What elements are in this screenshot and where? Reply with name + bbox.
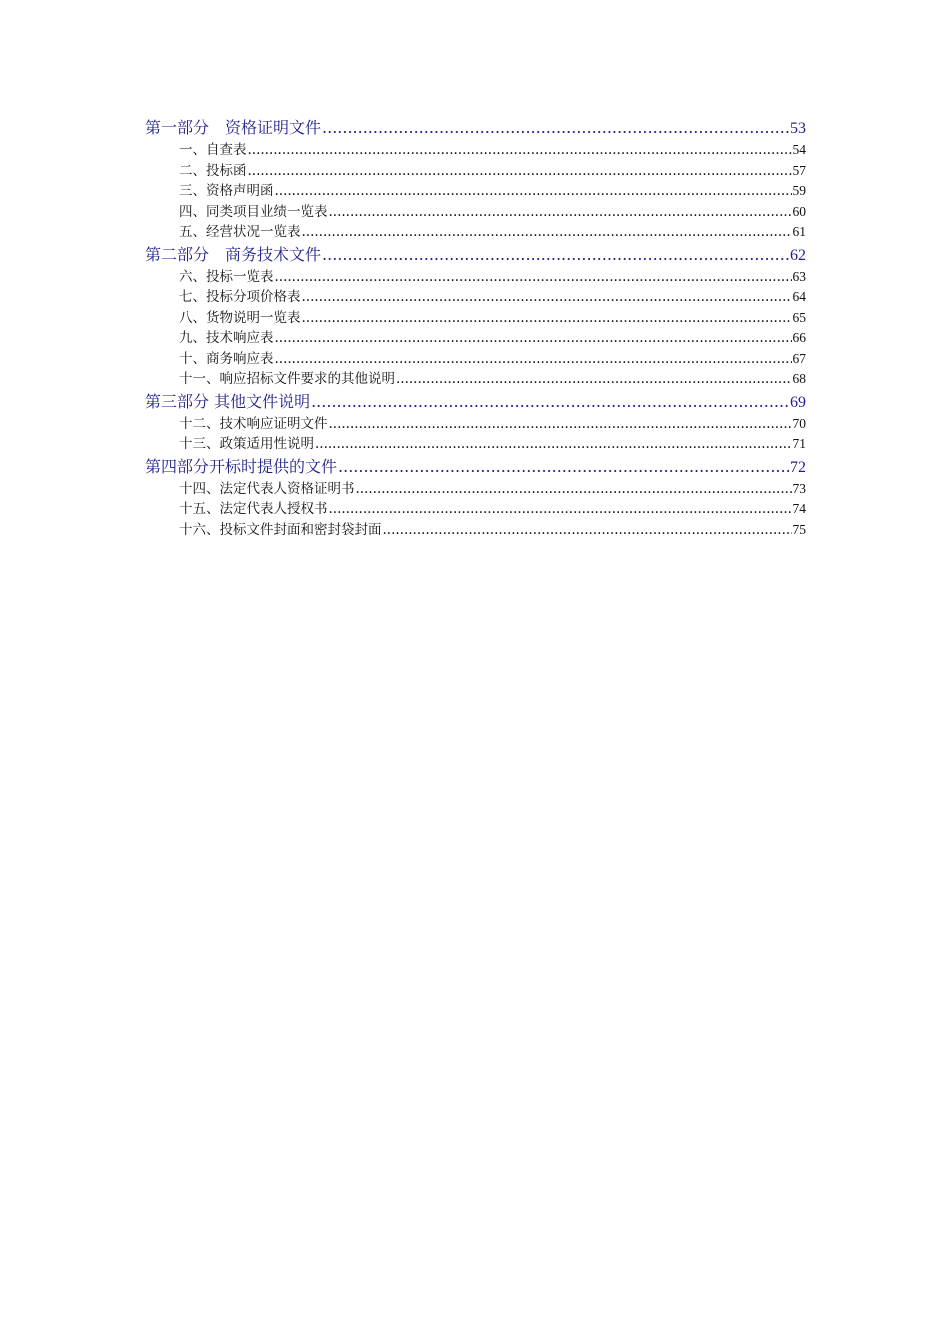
toc-entry-label: 八、货物说明一览表 <box>179 309 301 326</box>
toc-entry-label: 十四、法定代表人资格证明书 <box>179 480 355 497</box>
toc-entry-label: 第三部分 其他文件说明 <box>145 391 311 411</box>
dot-leader <box>329 499 792 520</box>
dot-leader <box>302 222 792 243</box>
toc-entry-page: 57 <box>792 162 806 178</box>
toc-entry-label: 七、投标分项价格表 <box>179 289 301 305</box>
dot-leader <box>248 161 792 182</box>
toc-entry-label: 第四部分开标时提供的文件 <box>145 456 338 476</box>
toc-entry-page: 62 <box>790 246 806 264</box>
toc-entry-page: 75 <box>792 521 806 537</box>
dot-leader <box>356 479 792 500</box>
toc-sub-entry[interactable] <box>145 308 806 329</box>
toc-entry-page: 54 <box>792 142 806 157</box>
toc-entry-page: 53 <box>790 120 806 137</box>
toc-sub-entry[interactable] <box>145 161 806 182</box>
toc-entry-label: 二、投标函 <box>179 162 247 179</box>
toc-part-entry[interactable] <box>145 243 806 267</box>
toc-entry-label: 四、同类项目业绩一览表 <box>179 203 328 220</box>
dot-leader <box>302 287 792 308</box>
toc-entry-page: 70 <box>792 415 806 431</box>
toc-entry-page: 69 <box>790 393 806 411</box>
toc-entry-page: 64 <box>792 289 806 304</box>
toc-entry-label: 九、技术响应表 <box>179 330 274 346</box>
table-of-contents <box>145 116 806 540</box>
toc-entry-page: 73 <box>792 480 806 496</box>
toc-sub-entry[interactable] <box>145 349 806 370</box>
toc-part-entry[interactable] <box>145 390 806 414</box>
toc-entry-page: 68 <box>792 371 806 386</box>
toc-sub-entry[interactable] <box>145 140 806 161</box>
dot-leader <box>322 116 789 140</box>
toc-entry-label: 十三、政策适用性说明 <box>179 436 314 452</box>
toc-entry-label: 一、自查表 <box>179 142 247 158</box>
toc-sub-entry[interactable] <box>145 434 806 455</box>
toc-entry-label: 第一部分 资格证明文件 <box>145 118 322 137</box>
toc-sub-entry[interactable] <box>145 499 806 520</box>
toc-entry-page: 59 <box>792 183 806 198</box>
toc-entry-page: 61 <box>792 224 806 239</box>
toc-sub-entry[interactable] <box>145 222 806 243</box>
toc-part-entry[interactable] <box>145 455 806 479</box>
dot-leader <box>275 349 792 370</box>
toc-sub-entry[interactable] <box>145 181 806 202</box>
toc-entry-label: 十一、响应招标文件要求的其他说明 <box>179 371 395 387</box>
toc-sub-entry[interactable] <box>145 328 806 349</box>
toc-entry-label: 六、投标一览表 <box>179 268 274 285</box>
toc-entry-label: 十、商务响应表 <box>179 350 274 367</box>
toc-entry-label: 十五、法定代表人授权书 <box>179 501 328 517</box>
toc-sub-entry[interactable] <box>145 479 806 500</box>
toc-sub-entry[interactable] <box>145 414 806 435</box>
toc-entry-label: 第二部分 商务技术文件 <box>145 244 322 264</box>
toc-entry-page: 63 <box>792 268 806 284</box>
toc-sub-entry[interactable] <box>145 369 806 390</box>
toc-sub-entry[interactable] <box>145 520 806 541</box>
toc-entry-label: 三、资格声明函 <box>179 183 274 199</box>
toc-sub-entry[interactable] <box>145 202 806 223</box>
toc-entry-label: 十六、投标文件封面和密封袋封面 <box>179 521 382 538</box>
toc-entry-page: 67 <box>792 350 806 366</box>
dot-leader <box>315 434 792 455</box>
dot-leader <box>275 328 792 349</box>
dot-leader <box>338 455 789 479</box>
dot-leader <box>329 202 792 223</box>
dot-leader <box>396 369 792 390</box>
toc-entry-page: 72 <box>790 458 806 476</box>
toc-entry-page: 65 <box>792 309 806 325</box>
dot-leader <box>383 520 792 541</box>
toc-entry-label: 十二、技术响应证明文件 <box>179 415 328 432</box>
dot-leader <box>329 414 792 435</box>
toc-sub-entry[interactable] <box>145 287 806 308</box>
toc-entry-page: 66 <box>792 330 806 345</box>
toc-entry-label: 五、经营状况一览表 <box>179 224 301 240</box>
toc-entry-page: 60 <box>792 203 806 219</box>
toc-entry-page: 74 <box>792 501 806 516</box>
toc-entry-page: 71 <box>792 436 806 451</box>
dot-leader <box>302 308 792 329</box>
toc-sub-entry[interactable] <box>145 267 806 288</box>
dot-leader <box>275 181 792 202</box>
dot-leader <box>311 390 789 414</box>
toc-part-entry[interactable] <box>145 116 806 140</box>
dot-leader <box>248 140 792 161</box>
dot-leader <box>275 267 792 288</box>
dot-leader <box>322 243 789 267</box>
